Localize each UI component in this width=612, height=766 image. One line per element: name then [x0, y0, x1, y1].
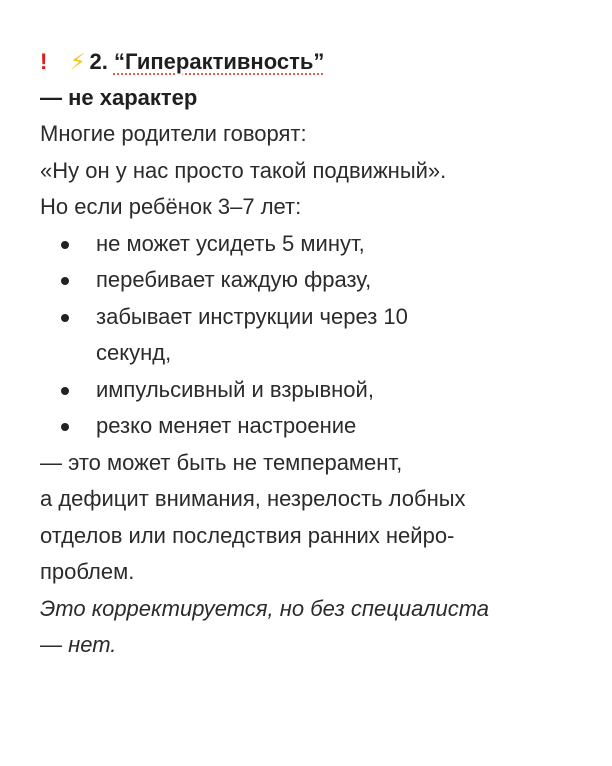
list-item: забывает инструкции через 10 — [40, 299, 600, 336]
list-item: резко меняет настроение — [40, 408, 600, 445]
conclusion-line-2: а дефицит внимания, незрелость лобных — [40, 486, 466, 511]
list-item: не может усидеть 5 минут, — [40, 226, 600, 263]
heading-number: 2. — [89, 49, 108, 74]
lightning-icon: ⚡ — [70, 49, 86, 74]
bullet-icon — [61, 314, 69, 322]
bullet-icon — [61, 387, 69, 395]
list-item: перебивает каждую фразу, — [40, 262, 600, 299]
intro-line-3: Но если ребёнок 3–7 лет: — [40, 194, 302, 219]
intro-line-1: Многие родители говорят: — [40, 121, 307, 146]
section-heading — [40, 44, 600, 80]
list-item: импульсивный и взрывной, — [40, 372, 600, 409]
closing-line-1: Это корректируется, но без специалиста — [40, 595, 490, 621]
conclusion-line-4: проблем. — [40, 559, 135, 584]
heading-subtitle: — не характер — [40, 85, 198, 110]
bullet-icon — [61, 423, 69, 431]
closing-line-2: — нет. — [40, 632, 117, 657]
symptom-list — [40, 226, 600, 445]
conclusion-line-3: отделов или последствия ранних нейро- — [40, 522, 455, 548]
heading-title: “Гиперактивность” — [113, 49, 325, 74]
note-body — [40, 44, 600, 664]
exclamation-icon: ! — [40, 49, 48, 74]
bullet-icon — [61, 241, 69, 249]
intro-line-2: «Ну он у нас просто такой подвижный». — [40, 157, 447, 183]
list-item-continuation: секунд, — [96, 340, 172, 365]
conclusion-line-1: — это может быть не темперамент, — [40, 449, 403, 475]
bullet-icon — [61, 277, 69, 285]
